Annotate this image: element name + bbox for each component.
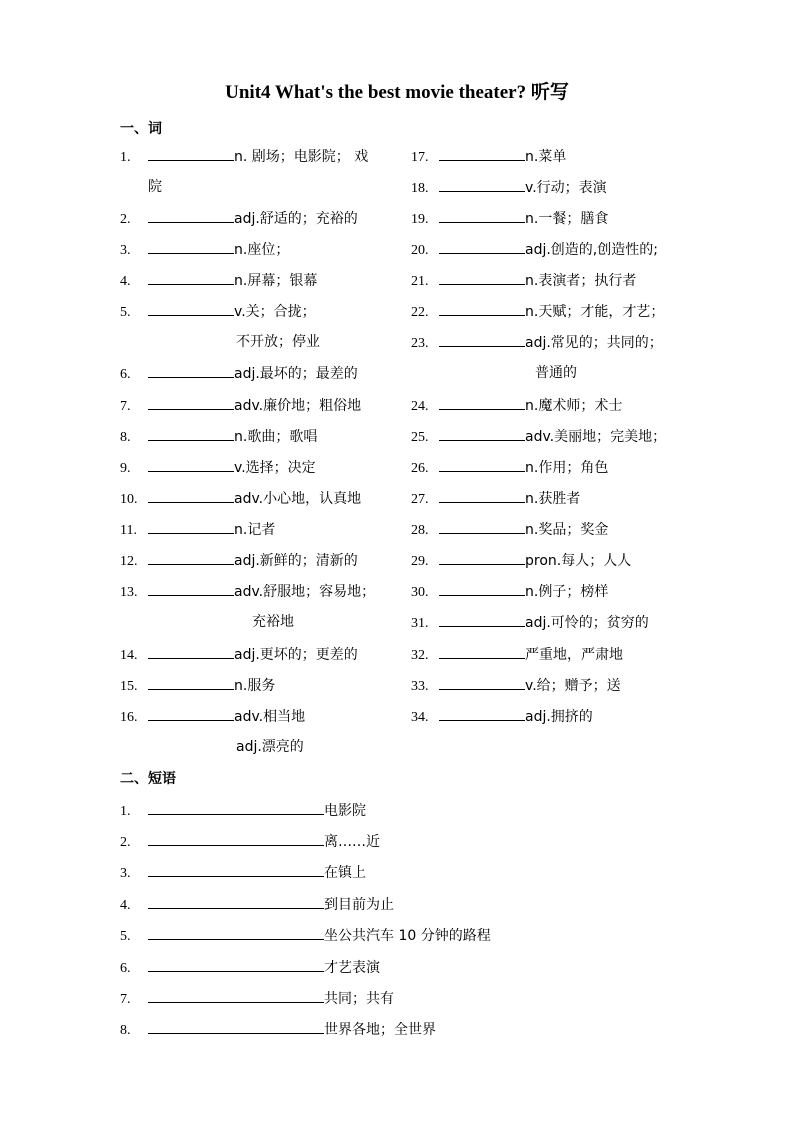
answer-blank[interactable] — [439, 550, 525, 565]
item-number: 34. — [411, 710, 429, 725]
item-number: 17. — [411, 150, 429, 165]
item-definition: adv.相当地 — [234, 709, 306, 725]
item-definition: n.魔术师；术士 — [525, 398, 623, 414]
definition-continuation: 普通的 — [535, 365, 577, 381]
item-number: 3. — [120, 243, 131, 258]
item-number: 4. — [120, 274, 131, 289]
item-number: 11. — [120, 523, 137, 538]
item-definition: adj.舒适的；充裕的 — [234, 211, 358, 227]
answer-blank[interactable] — [148, 800, 324, 815]
word-item — [411, 239, 658, 259]
item-definition: adv.小心地，认真地 — [234, 491, 362, 507]
item-number: 15. — [120, 679, 138, 694]
item-definition: n.表演者；执行者 — [525, 273, 637, 289]
item-definition: n.例子；榜样 — [525, 584, 609, 600]
item-definition: n.奖品；奖金 — [525, 522, 609, 538]
item-number: 22. — [411, 305, 429, 320]
item-number: 20. — [411, 243, 429, 258]
item-number: 8. — [120, 430, 131, 445]
item-number: 23. — [411, 336, 429, 351]
answer-blank[interactable] — [148, 957, 324, 972]
word-item — [120, 395, 361, 415]
word-item — [411, 301, 664, 321]
word-item — [411, 395, 622, 415]
answer-blank[interactable] — [148, 363, 234, 378]
item-definition: n.一餐；膳食 — [525, 211, 609, 227]
word-item — [411, 208, 608, 228]
answer-blank[interactable] — [148, 395, 234, 410]
answer-blank[interactable] — [148, 270, 234, 285]
word-item — [120, 581, 375, 601]
definition-continuation: 不开放；停业 — [236, 334, 320, 350]
word-item — [120, 457, 316, 477]
item-number: 4. — [120, 898, 131, 913]
item-definition: 离……近 — [324, 834, 380, 850]
answer-blank[interactable] — [148, 1019, 324, 1034]
page-title: Unit4 What's the best movie theater? 听写 — [225, 82, 569, 103]
answer-blank[interactable] — [148, 894, 324, 909]
phrase-item — [120, 925, 491, 945]
answer-blank[interactable] — [148, 988, 324, 1003]
word-item — [120, 488, 361, 508]
word-item — [120, 519, 275, 539]
definition-continuation: 院 — [148, 179, 162, 195]
definition-continuation: 充裕地 — [252, 614, 294, 630]
item-definition: adj.创造的,创造性的; — [525, 242, 658, 258]
answer-blank[interactable] — [439, 488, 525, 503]
answer-blank[interactable] — [439, 239, 525, 254]
item-number: 32. — [411, 648, 429, 663]
answer-blank[interactable] — [148, 862, 324, 877]
item-number: 12. — [120, 554, 138, 569]
word-item — [120, 208, 358, 228]
answer-blank[interactable] — [148, 301, 234, 316]
item-number: 6. — [120, 961, 131, 976]
item-definition: adj.可怜的；贫穷的 — [525, 615, 649, 631]
item-definition: 才艺表演 — [324, 960, 380, 976]
word-item — [120, 675, 275, 695]
item-number: 30. — [411, 585, 429, 600]
item-number: 26. — [411, 461, 429, 476]
item-number: 7. — [120, 992, 131, 1007]
answer-blank[interactable] — [148, 925, 324, 940]
item-number: 25. — [411, 430, 429, 445]
answer-blank[interactable] — [439, 581, 525, 596]
item-number: 8. — [120, 1023, 131, 1038]
word-item — [411, 675, 621, 695]
item-definition: n.获胜者 — [525, 491, 581, 507]
item-definition: 严重地，严肃地 — [525, 647, 623, 663]
phrase-item — [120, 1019, 436, 1039]
phrase-item — [120, 800, 366, 820]
item-number: 13. — [120, 585, 138, 600]
word-item — [120, 363, 358, 383]
word-item — [411, 146, 566, 166]
word-item — [120, 426, 317, 446]
word-item — [120, 146, 368, 166]
item-number: 18. — [411, 181, 429, 196]
word-item — [411, 426, 666, 446]
answer-blank[interactable] — [439, 301, 525, 316]
item-number: 1. — [120, 804, 131, 819]
section-heading-phrases: 二、短语 — [120, 771, 176, 787]
item-number: 21. — [411, 274, 429, 289]
item-definition: n.屏幕；银幕 — [234, 273, 318, 289]
phrase-item — [120, 894, 394, 914]
item-definition: n.记者 — [234, 522, 276, 538]
item-definition: 世界各地；全世界 — [324, 1022, 436, 1038]
answer-blank[interactable] — [148, 146, 234, 161]
item-definition: n.菜单 — [525, 149, 567, 165]
answer-blank[interactable] — [148, 581, 234, 596]
phrase-item — [120, 957, 380, 977]
item-number: 2. — [120, 835, 131, 850]
item-number: 3. — [120, 866, 131, 881]
item-number: 33. — [411, 679, 429, 694]
answer-blank[interactable] — [148, 550, 234, 565]
phrase-item — [120, 831, 380, 851]
word-item — [411, 612, 649, 632]
phrase-item — [120, 862, 366, 882]
word-item — [411, 488, 580, 508]
item-definition: n.服务 — [234, 678, 276, 694]
item-definition: adv.廉价地；粗俗地 — [234, 398, 362, 414]
item-number: 27. — [411, 492, 429, 507]
item-number: 19. — [411, 212, 429, 227]
item-definition: 共同；共有 — [324, 991, 394, 1007]
item-definition: pron.每人；人人 — [525, 553, 632, 569]
item-number: 5. — [120, 929, 131, 944]
item-definition: 电影院 — [324, 803, 366, 819]
word-item — [411, 706, 593, 726]
answer-blank[interactable] — [439, 457, 525, 472]
answer-blank[interactable] — [439, 426, 525, 441]
item-definition: 在镇上 — [324, 865, 366, 881]
item-number: 31. — [411, 616, 429, 631]
word-item — [411, 550, 631, 570]
answer-blank[interactable] — [148, 831, 324, 846]
item-number: 14. — [120, 648, 138, 663]
word-item — [411, 581, 608, 601]
item-number: 28. — [411, 523, 429, 538]
phrase-item — [120, 988, 394, 1008]
answer-blank[interactable] — [439, 644, 525, 659]
word-item — [411, 177, 607, 197]
item-definition: adv.舒服地；容易地； — [234, 584, 376, 600]
word-item — [120, 239, 289, 259]
item-definition: v.给；赠予；送 — [525, 678, 621, 694]
item-number: 2. — [120, 212, 131, 227]
answer-blank[interactable] — [439, 208, 525, 223]
item-number: 6. — [120, 367, 131, 382]
item-definition: v.选择；决定 — [234, 460, 316, 476]
item-definition: n.歌曲；歌唱 — [234, 429, 318, 445]
answer-blank[interactable] — [148, 457, 234, 472]
item-number: 7. — [120, 399, 131, 414]
item-number: 16. — [120, 710, 138, 725]
answer-blank[interactable] — [148, 488, 234, 503]
word-item — [120, 706, 305, 726]
item-number: 1. — [120, 150, 131, 165]
item-definition: n.座位； — [234, 242, 290, 258]
answer-blank[interactable] — [148, 675, 234, 690]
answer-blank[interactable] — [148, 239, 234, 254]
answer-blank[interactable] — [148, 519, 234, 534]
item-definition: v.关；合拢； — [234, 304, 316, 320]
answer-blank[interactable] — [148, 706, 234, 721]
section-heading-words: 一、词 — [120, 121, 162, 137]
word-item — [411, 332, 663, 352]
answer-blank[interactable] — [439, 519, 525, 534]
item-number: 24. — [411, 399, 429, 414]
item-definition: adj.新鲜的；清新的 — [234, 553, 358, 569]
answer-blank[interactable] — [439, 332, 525, 347]
item-number: 29. — [411, 554, 429, 569]
item-definition: adj.常见的；共同的； — [525, 335, 663, 351]
word-item — [411, 457, 608, 477]
item-definition: v.行动；表演 — [525, 180, 607, 196]
word-item — [411, 519, 608, 539]
answer-blank[interactable] — [439, 612, 525, 627]
answer-blank[interactable] — [148, 644, 234, 659]
item-definition: n. 剧场；电影院； 戏 — [234, 149, 369, 165]
item-definition: adj.拥挤的 — [525, 709, 593, 725]
definition-continuation: adj.漂亮的 — [236, 739, 304, 755]
answer-blank[interactable] — [439, 675, 525, 690]
item-definition: n.天赋；才能，才艺； — [525, 304, 665, 320]
answer-blank[interactable] — [439, 146, 525, 161]
item-definition: 坐公共汽车 10 分钟的路程 — [324, 928, 491, 944]
item-number: 9. — [120, 461, 131, 476]
word-item — [120, 270, 317, 290]
word-item — [411, 644, 623, 664]
item-number: 10. — [120, 492, 138, 507]
answer-blank[interactable] — [439, 395, 525, 410]
answer-blank[interactable] — [148, 208, 234, 223]
answer-blank[interactable] — [439, 270, 525, 285]
word-item — [120, 550, 358, 570]
answer-blank[interactable] — [439, 177, 525, 192]
item-definition: n.作用；角色 — [525, 460, 609, 476]
item-definition: 到目前为止 — [324, 897, 394, 913]
item-definition: adv.美丽地；完美地； — [525, 429, 667, 445]
item-definition: adj.最坏的；最差的 — [234, 366, 358, 382]
word-item — [411, 270, 636, 290]
item-number: 5. — [120, 305, 131, 320]
item-definition: adj.更坏的；更差的 — [234, 647, 358, 663]
word-item — [120, 644, 358, 664]
answer-blank[interactable] — [148, 426, 234, 441]
answer-blank[interactable] — [439, 706, 525, 721]
word-item — [120, 301, 316, 321]
